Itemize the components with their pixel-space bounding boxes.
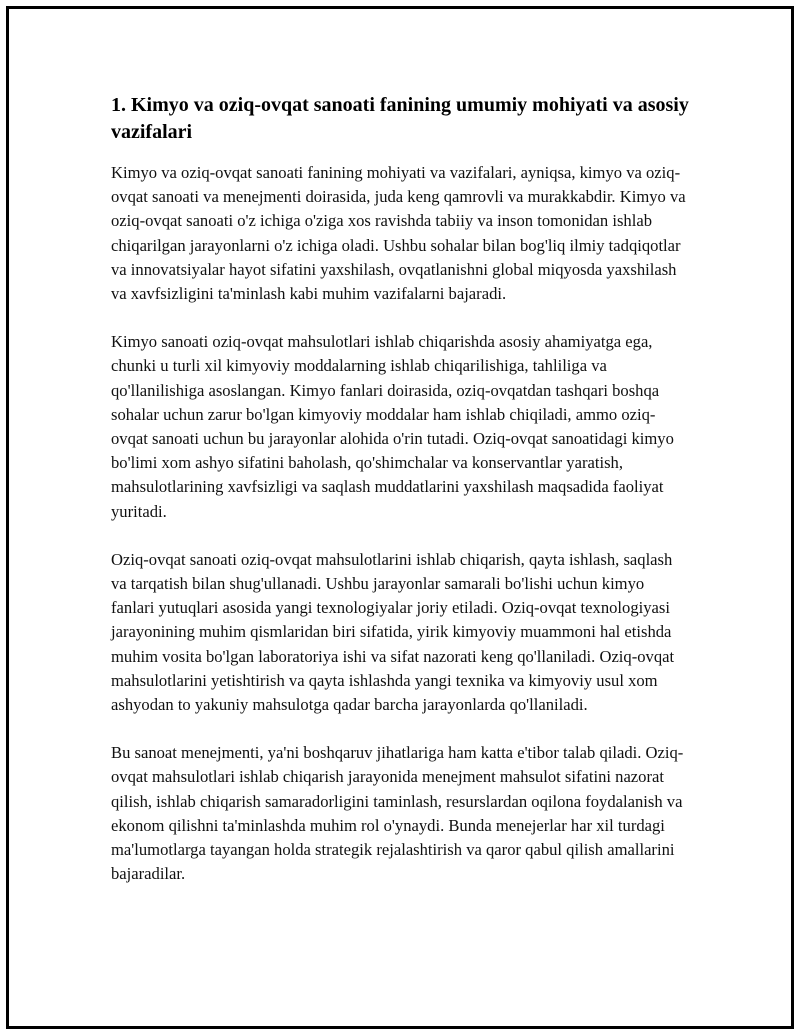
paragraph-2: Kimyo sanoati oziq-ovqat mahsulotlari ishlab chiqarishda asosiy ahamiyatga ega, chunki u turli xil kimyoviy moddalarning ishlab chiqarilishiga, tahliliga va qo'llanilishiga asoslangan. Kimyo fanlari doirasida, oziq-ovqatdan tashqari boshqa sohalar uchun zarur bo'lgan kimyoviy moddalar ham ishlab chiqiladi, ammo oziq-ovqat sanoati uchun bu jarayonlar alohida o'rin tutadi. Oziq-ovqat sanoatidagi kimyo bo'limi xom ashyo sifatini baholash, qo'shimchalar va konservantlar yaratish, mahsulotlarining xavfsizligi va saqlash muddatlarini yaxshilash maqsadida faoliyat yuritadi.	[111, 332, 674, 521]
document-content	[111, 92, 691, 910]
paragraph-1: Kimyo va oziq-ovqat sanoati fanining mohiyati va vazifalari, ayniqsa, kimyo va oziq-ovqat sanoati va menejmenti doirasida, juda keng qamrovli va murakkabdir. Kimyo va oziq-ovqat sanoati o'z ichiga o'ziga xos ravishda tabiiy va inson tomonidan ishlab chiqarilgan jarayonlarni o'z ichiga oladi. Ushbu sohalar bilan bog'liq ilmiy tadqiqotlar va innovatsiyalar hayot sifatini yaxshilash, ovqatlanishni global miqyosda yaxshilash va xavfsizligini ta'minlash kabi muhim vazifalarni bajaradi.	[111, 163, 686, 304]
section-heading: 1. Kimyo va oziq-ovqat sanoati fanining umumiy mohiyati va asosiy vazifalari	[111, 94, 689, 143]
paragraph-4: Bu sanoat menejmenti, ya'ni boshqaruv jihatlariga ham katta e'tibor talab qiladi. Oziq-ovqat mahsulotlari ishlab chiqarish jarayonida menejment mahsulot sifatini nazorat qilish, ishlab chiqarish samaradorligini taminlash, resurslardan oqilona foydalanish va ekonom qilishni ta'minlashda muhim rol o'ynaydi. Bunda menejerlar har xil turdagi ma'lumotlarga tayangan holda strategik rejalashtirish va qaror qabul qilish amallarini bajaradilar.	[111, 743, 684, 884]
paragraph-3: Oziq-ovqat sanoati oziq-ovqat mahsulotlarini ishlab chiqarish, qayta ishlash, saqlash va tarqatish bilan shug'ullanadi. Ushbu jarayonlar samarali bo'lishi uchun kimyo fanlari yutuqlari asosida yangi texnologiyalar joriy etiladi. Oziq-ovqat texnologiyasi jarayonining muhim qismlaridan biri sifatida, yirik kimyoviy muammoni hal etishda muhim vosita bo'lgan laboratoriya ishi va sifat nazorati keng qo'llaniladi. Oziq-ovqat mahsulotlarini yetishtirish va qayta ishlashda yangi texnika va kimyoviy usul xom ashyodan to yakuniy mahsulotga qadar barcha jarayonlarda qo'llaniladi.	[111, 549, 675, 715]
